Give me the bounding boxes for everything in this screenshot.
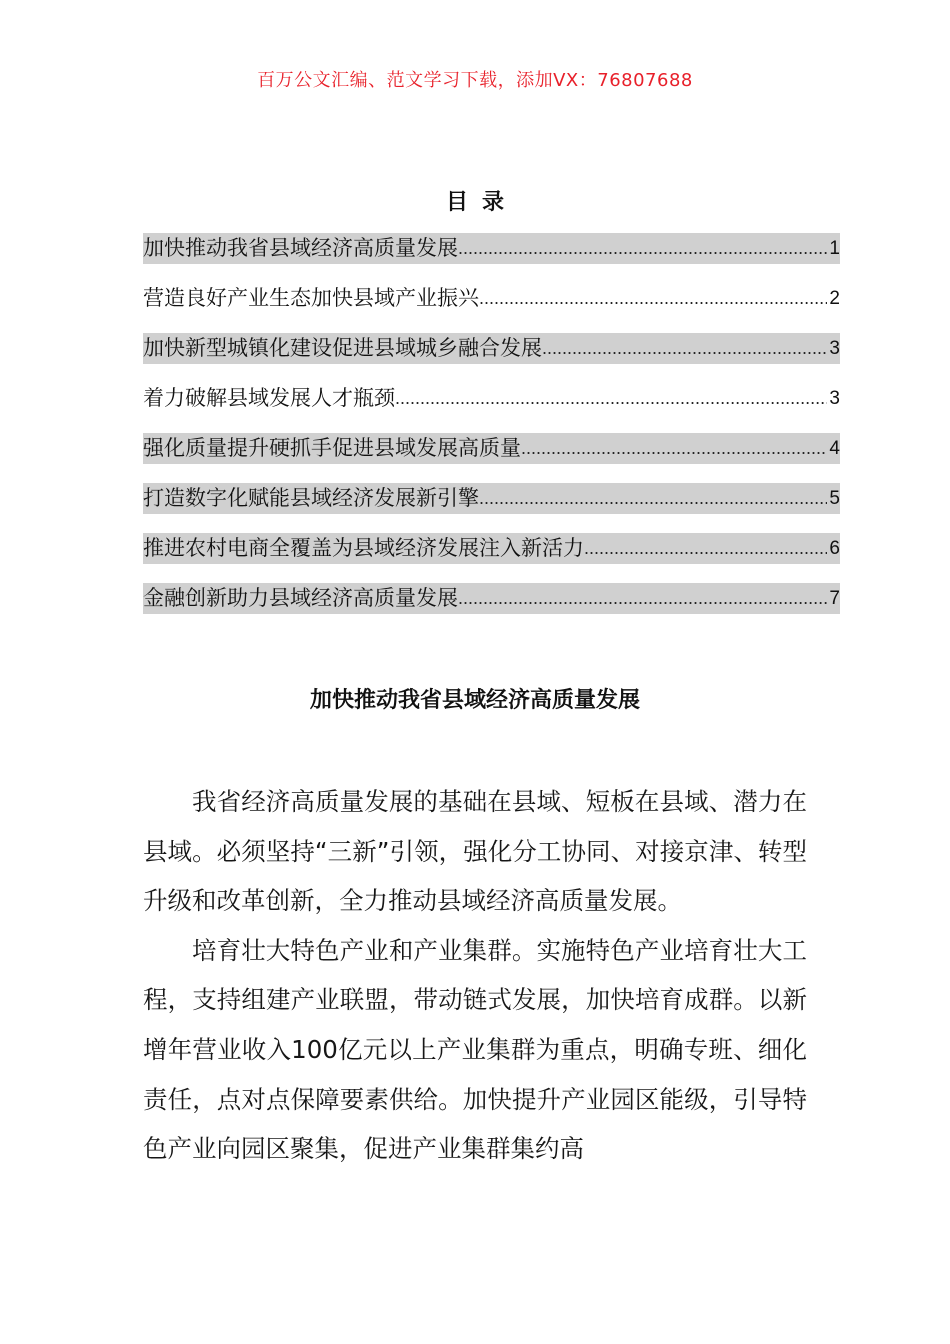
toc-leader-dots — [479, 483, 827, 514]
toc-item-page: 1 — [829, 238, 840, 259]
watermark-header: 百万公文汇编、范文学习下载，添加VX：76807688 — [257, 70, 693, 91]
toc-item[interactable] — [143, 583, 840, 614]
toc-item-title: 加快新型城镇化建设促进县域城乡融合发展 — [143, 336, 542, 360]
toc-leader-dots — [542, 333, 827, 364]
toc-leader-dots — [521, 433, 827, 464]
toc-leader-dots — [479, 283, 827, 314]
paragraph: 我省经济高质量发展的基础在县域、短板在县域、潜力在县域。必须坚持“三新”引领，强化分工协同、对接京津、转型升级和改革创新，全力推动县域经济高质量发展。 — [143, 787, 807, 916]
toc-item-page: 3 — [829, 388, 840, 409]
paragraph: 培育壮大特色产业和产业集群。实施特色产业培育壮大工程，支持组建产业联盟，带动链式发展，加快培育成群。以新增年营业收入100亿元以上产业集群为重点，明确专班、细化责任，点对点保障要素供给。加快提升产业园区能级，引导特色产业向园区聚集，促进产业集群集约高 — [143, 935, 807, 1164]
toc-leader-dots — [395, 383, 827, 414]
toc-item-title: 营造良好产业生态加快县域产业振兴 — [143, 286, 479, 310]
toc-item-page: 7 — [829, 588, 840, 609]
toc-item-page: 3 — [829, 338, 840, 359]
toc-item-page: 4 — [829, 438, 840, 459]
toc-item[interactable] — [143, 383, 840, 414]
toc-item-title: 推进农村电商全覆盖为县域经济发展注入新活力 — [143, 536, 584, 560]
toc-item-title: 金融创新助力县域经济高质量发展 — [143, 586, 458, 610]
toc-item-title: 打造数字化赋能县域经济发展新引擎 — [143, 486, 479, 510]
toc-item[interactable] — [143, 283, 840, 314]
toc-item[interactable] — [143, 333, 840, 364]
toc-item[interactable] — [143, 483, 840, 514]
toc-item[interactable] — [143, 533, 840, 564]
toc-item-page: 2 — [829, 288, 840, 309]
toc-item[interactable] — [143, 433, 840, 464]
table-of-contents — [143, 233, 840, 633]
toc-item-page: 6 — [829, 538, 840, 559]
toc-leader-dots — [458, 233, 827, 264]
toc-item-page: 5 — [829, 488, 840, 509]
toc-leader-dots — [458, 583, 827, 614]
toc-item-title: 加快推动我省县域经济高质量发展 — [143, 236, 458, 260]
toc-item-title: 着力破解县域发展人才瓶颈 — [143, 386, 395, 410]
article-title: 加快推动我省县域经济高质量发展 — [309, 688, 640, 713]
toc-leader-dots — [584, 533, 827, 564]
toc-title: 目录 — [445, 190, 518, 215]
toc-item-title: 强化质量提升硬抓手促进县域发展高质量 — [143, 436, 521, 460]
article-body — [143, 777, 807, 1174]
toc-item[interactable] — [143, 233, 840, 264]
